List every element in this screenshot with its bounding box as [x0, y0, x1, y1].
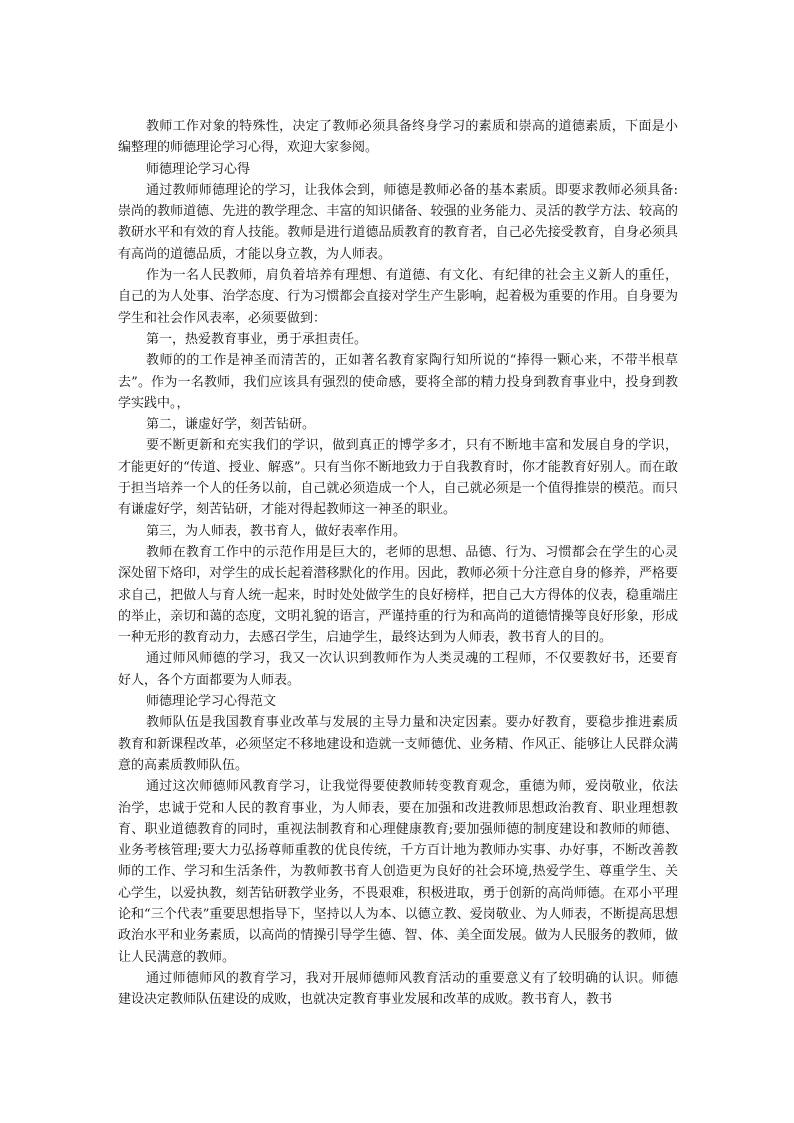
body-paragraph: 通过教师师德理论的学习，让我体会到，师德是教师必备的基本素质。即要求教师必须具备: 崇尚的教师道德、先进的教学理念、丰富的知识储备、较强的业务能力、灵活的教学方法、较高的教研水平和有效的育人技能。教师是进行道德品质教育的教育者，自己必先接受教育，自身必须具有高尚的道德品质，才能以身立教，为人师表。 [118, 182, 678, 262]
point-heading-2: 第二，谦虚好学，刻苦钻研。 [146, 417, 316, 433]
body-paragraph: 通过师德师风的教育学习，我对开展师德师风教育活动的重要意义有了较明确的认识。师德建设决定教师队伍建设的成败，也就决定教育事业发展和改革的成败。教书育人，教书 [118, 970, 678, 1008]
intro-paragraph: 教师工作对象的特殊性，决定了教师必须具备终身学习的素质和崇高的道德素质，下面是小编整理的师德理论学习心得，欢迎大家参阅。 [118, 119, 678, 156]
body-paragraph: 通过这次师德师风教育学习，让我觉得要使教师转变教育观念，重德为师，爱岗敬业，依法治学，忠诚于党和人民的教育事业，为人师表，要在加强和改进教师思想政治教育、职业理想教育、职业道德教育的同时，重视法制教育和心理健康教育;要加强师德的制度建设和教师的师德、业务考核管理;要大力弘扬尊师重教的优良传统，千方百计地为教师办实事、办好事，不断改善教师的工作、学习和生活条件，为教师教书育人创造更为良好的社会环境,热爱学生、尊重学生、关心学生，以爱执教，刻苦钻研教学业务，不畏艰难，积极进取，勇于创新的高尚师德。在邓小平理论和“三个代表”重要思想指导下，坚持以人为本、以德立教、爱岗敬业、为人师表，不断提高思想政治水平和业务素质，以高尚的情操引导学生德、智、体、美全面发展。做为人民服务的教师，做让人民满意的教师。 [118, 779, 678, 965]
body-paragraph: 教师在教育工作中的示范作用是巨大的，老师的思想、品德、行为、习惯都会在学生的心灵深处留下烙印，对学生的成长起着潜移默化的作用。因此，教师必须十分注意自身的修养，严格要求自己，把做人与育人统一起来，时时处处做学生的良好榜样，把自己大方得体的仪表，稳重端庄的举止，亲切和蔼的态度，文明礼貌的语言，严谨持重的行为和高尚的道德情操等良好形象，形成一种无形的教育动力，去感召学生，启迪学生，最终达到为人师表，教书育人的目的。 [118, 544, 678, 646]
document-body [118, 116, 678, 1010]
point-heading-3: 第三，为人师表，教书育人，做好表率作用。 [146, 523, 407, 539]
point-heading-1: 第一，热爱教育事业，勇于承担责任。 [146, 331, 368, 347]
section-heading-2: 师德理论学习心得范文 [146, 694, 277, 710]
body-paragraph: 通过师风师德的学习，我又一次认识到教师作为人类灵魂的工程师，不仅要教好书，还要育好人，各个方面都要为人师表。 [118, 651, 678, 688]
body-paragraph: 教师队伍是我国教育事业改革与发展的主导力量和决定因素。要办好教育，要稳步推进素质教育和新课程改革，必须坚定不移地建设和造就一支师德优、业务精、作风正、能够让人民群众满意的高素质教师队伍。 [118, 715, 678, 773]
section-heading-1: 师德理论学习心得 [146, 161, 251, 177]
body-paragraph: 要不断更新和充实我们的学识，做到真正的博学多才，只有不断地丰富和发展自身的学识，才能更好的“传道、授业、解惑”。只有当你不断地致力于自我教育时，你才能教育好别人。而在敢于担当培养一个人的任务以前，自己就必须造成一个人，自己就必须是一个值得推崇的模范。而只有谦虚好学，刻苦钻研，才能对得起教师这一神圣的职业。 [118, 438, 678, 518]
body-paragraph: 作为一名人民教师，肩负着培养有理想、有道德、有文化、有纪律的社会主义新人的重任，自己的为人处事、治学态度、行为习惯都会直接对学生产生影响，起着极为重要的作用。自身要为学生和社会作风表率，必须要做到： [118, 268, 678, 326]
body-paragraph: 教师的的工作是神圣而清苦的，正如著名教育家陶行知所说的“捧得一颗心来，不带半根草去”。作为一名教师，我们应该具有强烈的使命感，要将全部的精力投身到教育事业中，投身到教学实践中。， [118, 353, 678, 411]
